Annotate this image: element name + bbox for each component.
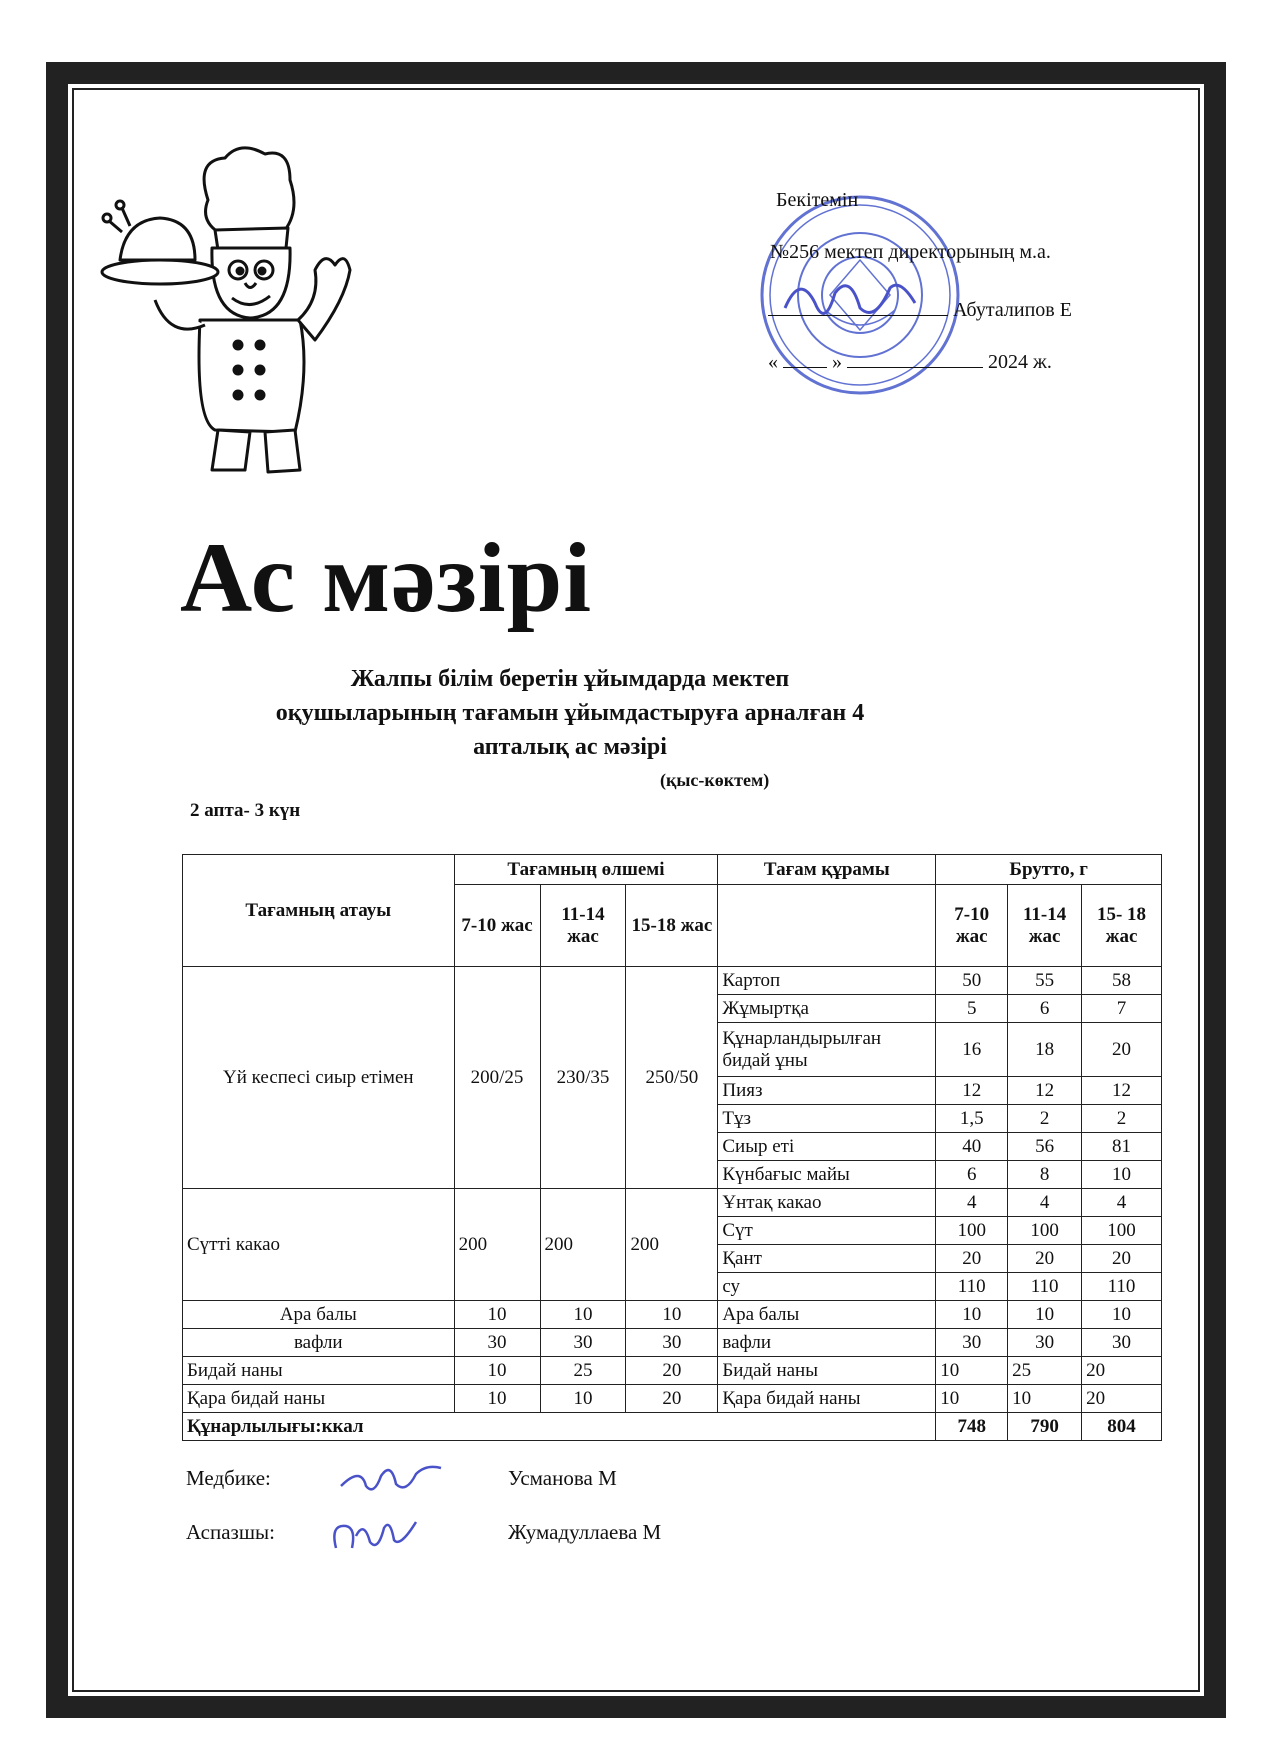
ingredient-cell: Күнбағыс майы — [718, 1161, 936, 1189]
brutto-cell: 4 — [1008, 1189, 1082, 1217]
brutto-cell: 40 — [936, 1133, 1008, 1161]
portion-cell: 10 — [540, 1301, 626, 1329]
brutto-cell: 110 — [1008, 1273, 1082, 1301]
dish-cell: Қара бидай наны — [183, 1385, 455, 1413]
ingredient-cell: Жұмыртқа — [718, 995, 936, 1023]
dish-cell: Сүтті какао — [183, 1189, 455, 1301]
day-label: 2 апта- 3 күн — [190, 800, 301, 821]
page-title: Ас мәзірі — [180, 522, 592, 633]
ingredient-cell: Ұнтақ какао — [718, 1189, 936, 1217]
approval-name: Абуталипов Е — [953, 299, 1072, 321]
brutto-cell: 110 — [936, 1273, 1008, 1301]
brutto-cell: 2 — [1008, 1105, 1082, 1133]
ingredient-cell: су — [718, 1273, 936, 1301]
brutto-cell: 2 — [1082, 1105, 1162, 1133]
season-label: (қыс-көктем) — [660, 770, 770, 790]
portion-cell: 20 — [626, 1385, 718, 1413]
approval-date-line — [768, 348, 1052, 376]
ingredient-cell: Сиыр еті — [718, 1133, 936, 1161]
dish-cell: Бидай наны — [183, 1357, 455, 1385]
portion-cell: 200 — [626, 1189, 718, 1301]
portion-cell: 20 — [626, 1357, 718, 1385]
table-row — [183, 1301, 1162, 1329]
brutto-cell: 6 — [936, 1161, 1008, 1189]
header-brutto-age-2: 11-14 жас — [1008, 885, 1082, 967]
brutto-cell: 30 — [936, 1329, 1008, 1357]
ingredient-cell: Бидай наны — [718, 1357, 936, 1385]
header-brutto: Брутто, г — [936, 855, 1162, 885]
table-row — [183, 1189, 1162, 1217]
header-composition-blank — [718, 885, 936, 967]
header-portion: Тағамның өлшемі — [454, 855, 718, 885]
brutto-cell: 10 — [1082, 1161, 1162, 1189]
menu-table — [182, 854, 1162, 1441]
portion-cell: 250/50 — [626, 967, 718, 1189]
brutto-cell: 58 — [1082, 967, 1162, 995]
brutto-cell: 10 — [936, 1357, 1008, 1385]
brutto-cell: 20 — [936, 1245, 1008, 1273]
ingredient-cell: Құнарландырылған бидай ұны — [718, 1023, 936, 1077]
nurse-signature — [336, 1456, 446, 1500]
approval-signature-line — [768, 296, 1072, 324]
dish-cell: вафли — [183, 1329, 455, 1357]
brutto-cell: 20 — [1082, 1023, 1162, 1077]
brutto-cell: 55 — [1008, 967, 1082, 995]
portion-cell: 230/35 — [540, 967, 626, 1189]
brutto-cell: 30 — [1008, 1329, 1082, 1357]
brutto-cell: 10 — [936, 1301, 1008, 1329]
brutto-cell: 110 — [1082, 1273, 1162, 1301]
portion-cell: 200/25 — [454, 967, 540, 1189]
brutto-cell: 56 — [1008, 1133, 1082, 1161]
header-portion-age-1: 7-10 жас — [454, 885, 540, 967]
approval-date-mid: » — [832, 351, 842, 373]
subtitle-line-1: Жалпы білім беретін ұйымдарда мектеп — [350, 666, 790, 692]
table-row — [183, 1329, 1162, 1357]
subtitle — [190, 662, 950, 764]
nurse-label: Медбике: — [186, 1466, 271, 1490]
brutto-cell: 20 — [1082, 1357, 1162, 1385]
brutto-cell: 7 — [1082, 995, 1162, 1023]
brutto-cell: 12 — [1082, 1077, 1162, 1105]
portion-cell: 30 — [540, 1329, 626, 1357]
dish-cell: Ара балы — [183, 1301, 455, 1329]
total-row — [183, 1413, 1162, 1441]
ingredient-cell: Сүт — [718, 1217, 936, 1245]
portion-cell: 10 — [454, 1301, 540, 1329]
brutto-cell: 100 — [1008, 1217, 1082, 1245]
portion-cell: 10 — [454, 1385, 540, 1413]
brutto-cell: 10 — [1082, 1301, 1162, 1329]
brutto-cell: 8 — [1008, 1161, 1082, 1189]
ingredient-cell: вафли — [718, 1329, 936, 1357]
header-portion-age-2: 11-14 жас — [540, 885, 626, 967]
total-value-2: 790 — [1008, 1413, 1082, 1441]
table-row — [183, 967, 1162, 995]
header-composition: Тағам құрамы — [718, 855, 936, 885]
dish-cell: Үй кеспесі сиыр етімен — [183, 967, 455, 1189]
approval-position: №256 мектеп директорының м.а. — [770, 241, 1051, 263]
portion-cell: 200 — [454, 1189, 540, 1301]
total-value-1: 748 — [936, 1413, 1008, 1441]
ingredient-cell: Тұз — [718, 1105, 936, 1133]
ingredient-cell: Ара балы — [718, 1301, 936, 1329]
header-portion-age-3: 15-18 жас — [626, 885, 718, 967]
brutto-cell: 10 — [1008, 1301, 1082, 1329]
table-row — [183, 1385, 1162, 1413]
portion-cell: 25 — [540, 1357, 626, 1385]
subtitle-line-2: оқушыларының тағамын ұйымдастыруға арналған 4 — [275, 700, 865, 726]
portion-cell: 30 — [454, 1329, 540, 1357]
subtitle-line-3: апталық ас мәзірі — [473, 734, 667, 760]
brutto-cell: 20 — [1082, 1245, 1162, 1273]
brutto-cell: 100 — [1082, 1217, 1162, 1245]
cook-signature — [326, 1512, 426, 1558]
ingredient-cell: Қант — [718, 1245, 936, 1273]
cook-label: Аспазшы: — [186, 1520, 275, 1544]
brutto-cell: 16 — [936, 1023, 1008, 1077]
brutto-cell: 10 — [1008, 1385, 1082, 1413]
chef-illustration — [100, 140, 360, 480]
header-dish-name: Тағамның атауы — [183, 855, 455, 967]
brutto-cell: 100 — [936, 1217, 1008, 1245]
cook-name: Жумадуллаева М — [508, 1520, 662, 1544]
brutto-cell: 5 — [936, 995, 1008, 1023]
brutto-cell: 12 — [936, 1077, 1008, 1105]
header-brutto-age-1: 7-10 жас — [936, 885, 1008, 967]
header-brutto-age-3: 15- 18 жас — [1082, 885, 1162, 967]
portion-cell: 30 — [626, 1329, 718, 1357]
brutto-cell: 20 — [1082, 1385, 1162, 1413]
portion-cell: 200 — [540, 1189, 626, 1301]
brutto-cell: 20 — [1008, 1245, 1082, 1273]
brutto-cell: 25 — [1008, 1357, 1082, 1385]
brutto-cell: 50 — [936, 967, 1008, 995]
table-row — [183, 1357, 1162, 1385]
brutto-cell: 81 — [1082, 1133, 1162, 1161]
nurse-name: Усманова М — [508, 1466, 617, 1490]
brutto-cell: 1,5 — [936, 1105, 1008, 1133]
total-value-3: 804 — [1082, 1413, 1162, 1441]
ingredient-cell: Қара бидай наны — [718, 1385, 936, 1413]
portion-cell: 10 — [454, 1357, 540, 1385]
brutto-cell: 4 — [936, 1189, 1008, 1217]
brutto-cell: 30 — [1082, 1329, 1162, 1357]
ingredient-cell: Пияз — [718, 1077, 936, 1105]
approval-approve: Бекітемін — [776, 189, 859, 211]
brutto-cell: 6 — [1008, 995, 1082, 1023]
brutto-cell: 10 — [936, 1385, 1008, 1413]
total-label: Құнарлылығы:ккал — [183, 1413, 936, 1441]
brutto-cell: 18 — [1008, 1023, 1082, 1077]
portion-cell: 10 — [626, 1301, 718, 1329]
ingredient-cell: Картоп — [718, 967, 936, 995]
portion-cell: 10 — [540, 1385, 626, 1413]
brutto-cell: 12 — [1008, 1077, 1082, 1105]
brutto-cell: 4 — [1082, 1189, 1162, 1217]
approval-year: 2024 ж. — [988, 351, 1052, 373]
approval-date-open: « — [768, 351, 778, 373]
